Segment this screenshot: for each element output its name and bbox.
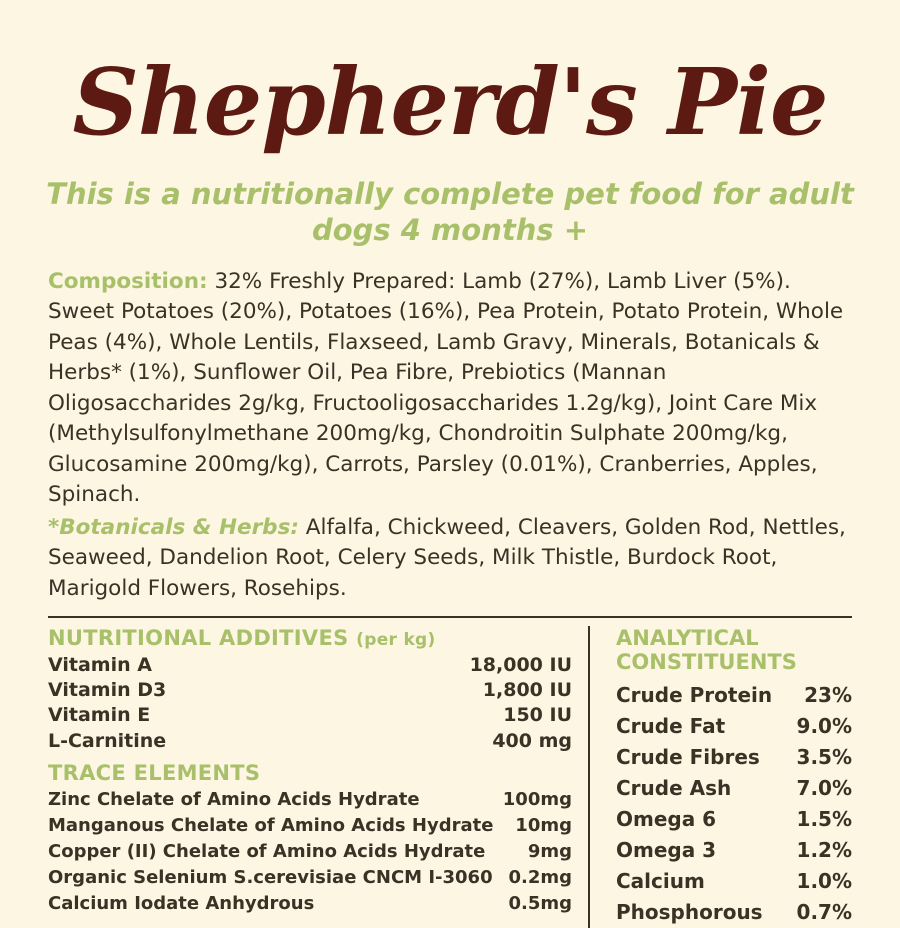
row-label: Crude Fibres <box>616 745 760 770</box>
composition-label: Composition: <box>48 268 208 294</box>
row-value: 100mg <box>502 788 572 810</box>
nutritional-additives-heading <box>48 626 572 651</box>
row-value: 23% <box>804 683 852 708</box>
page-title: Shepherd's Pie <box>72 48 828 156</box>
row-label: Omega 3 <box>616 838 717 863</box>
composition-text: 32% Freshly Prepared: Lamb (27%), Lamb Liver (5%). Sweet Potatoes (20%), Potatoes (16%), Pea Protein, Potato Protein, Whole Peas (4%), Whole Lentils, Flaxseed, Lamb Gravy, Minerals, Botanicals & Herbs* (1%), Sunflower Oil, Pea Fibre, Prebiotics (Mannan Oligosaccharides 2g/kg, Fructooligosaccharides 1.2g/kg), Joint Care Mix (Methylsulfonylmethane 200mg/kg, Chondroitin Sulphate 200mg/kg, Glucosamine 200mg/kg), Carrots, Parsley (0.01%), Cranberries, Apples, Spinach. <box>48 268 844 508</box>
tables-container <box>48 626 852 928</box>
table-row <box>48 787 572 813</box>
row-value: 0.2mg <box>508 867 572 889</box>
analytical-constituents-heading-line1: ANALYTICAL <box>616 626 759 651</box>
row-label: Vitamin E <box>48 704 151 727</box>
table-row <box>48 703 572 728</box>
table-row <box>48 729 572 754</box>
table-row <box>48 653 572 678</box>
row-label: Crude Ash <box>616 776 732 801</box>
table-row <box>616 804 852 835</box>
table-row <box>48 891 572 917</box>
row-value: 10mg <box>515 815 572 837</box>
botanicals-paragraph <box>48 513 852 605</box>
analytical-constituents-column <box>588 626 852 928</box>
table-row <box>616 773 852 804</box>
row-label: Crude Fat <box>616 714 726 739</box>
row-label: Manganous Chelate of Amino Acids Hydrate <box>48 815 494 837</box>
row-label: Vitamin D3 <box>48 678 167 701</box>
analytical-constituents-heading-line2: CONSTITUENTS <box>616 650 797 675</box>
table-row <box>48 678 572 703</box>
table-row <box>48 813 572 839</box>
row-label: Vitamin A <box>48 653 152 676</box>
nutritional-additives-heading-text: NUTRITIONAL ADDITIVES <box>48 626 349 651</box>
table-row <box>616 897 852 928</box>
nutritional-additives-heading-note: (per kg) <box>356 630 436 651</box>
row-value: 0.5mg <box>508 893 572 915</box>
row-value: 1.0% <box>796 869 852 894</box>
table-row <box>48 865 572 891</box>
row-label: Copper (II) Chelate of Amino Acids Hydrate <box>48 841 486 863</box>
section-divider <box>48 616 852 618</box>
table-row <box>616 866 852 897</box>
row-value: 1.5% <box>796 807 852 832</box>
row-value: 3.5% <box>796 745 852 770</box>
table-row <box>616 711 852 742</box>
row-value: 9.0% <box>796 714 852 739</box>
table-row <box>616 835 852 866</box>
table-row <box>616 680 852 711</box>
composition-paragraph <box>48 267 852 511</box>
botanicals-label: *Botanicals & Herbs: <box>48 514 299 540</box>
row-value: 18,000 IU <box>469 653 572 676</box>
row-label: Crude Protein <box>616 683 773 708</box>
botanicals-text: Alfalfa, Chickweed, Cleavers, Golden Rod, Nettles, Seaweed, Dandelion Root, Celery Seeds, Milk Thistle, Burdock Root, Marigold Flowers, Rosehips. <box>48 514 846 601</box>
subtitle: This is a nutritionally complete pet food for adult dogs 4 months + <box>46 177 854 248</box>
row-value: 150 IU <box>503 704 572 727</box>
row-value: 9mg <box>527 841 572 863</box>
row-label: L-Carnitine <box>48 729 167 752</box>
row-label: Calcium <box>616 869 705 894</box>
row-value: 0.7% <box>796 900 852 925</box>
row-label: Organic Selenium S.cerevisiae CNCM I-3060 <box>48 867 493 889</box>
row-value: 1.2% <box>796 838 852 863</box>
analytical-constituents-heading <box>616 626 852 674</box>
additives-column <box>48 626 588 928</box>
row-label: Omega 6 <box>616 807 717 832</box>
table-row <box>48 839 572 865</box>
table-row <box>616 742 852 773</box>
row-label: Zinc Chelate of Amino Acids Hydrate <box>48 788 420 810</box>
row-value: 400 mg <box>492 729 572 752</box>
row-label: Phosphorous <box>616 900 763 925</box>
row-label: Calcium Iodate Anhydrous <box>48 893 315 915</box>
row-value: 7.0% <box>796 776 852 801</box>
trace-elements-heading: TRACE ELEMENTS <box>48 760 261 785</box>
row-value: 1,800 IU <box>482 678 572 701</box>
